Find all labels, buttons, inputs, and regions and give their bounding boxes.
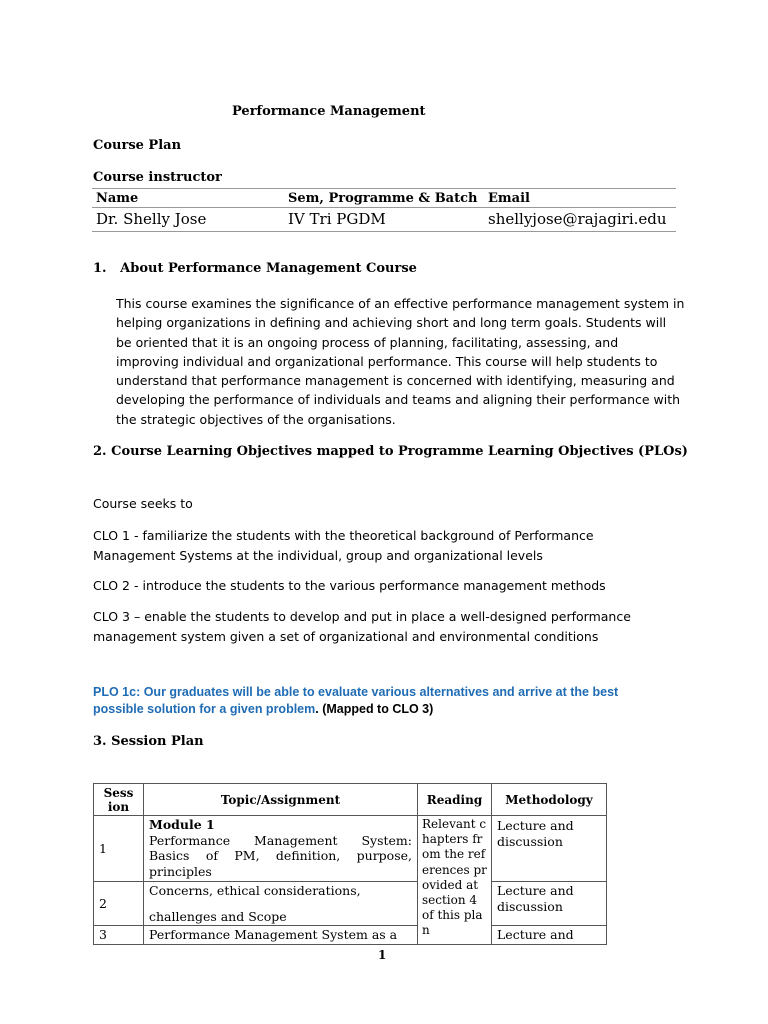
header-session-text: Session <box>103 785 134 814</box>
plo-statement <box>93 684 653 718</box>
instructor-header-programme: Sem, Programme & Batch <box>284 189 484 208</box>
paragraph-line: This course examines the significance of an effective performance management system in <box>116 296 685 311</box>
header-reading: Reading <box>418 784 492 816</box>
instructor-row <box>92 208 676 232</box>
header-session <box>94 784 144 816</box>
clo-3 <box>93 607 693 646</box>
reading-text: Relevant chapters from the references provided at section 4 of this plan <box>422 817 487 938</box>
session-methodology: Lecture and <box>492 926 607 945</box>
instructor-table <box>92 188 676 232</box>
section-1-paragraph <box>116 294 696 429</box>
plo-mapping: . (Mapped to CLO 3) <box>315 702 434 716</box>
session-topic <box>144 816 418 882</box>
session-topic: Performance Management System as a <box>144 926 418 945</box>
table-row <box>94 926 607 945</box>
session-topic <box>144 882 418 926</box>
instructor-name: Dr. Shelly Jose <box>92 208 284 232</box>
session-methodology: Lecture and discussion <box>492 882 607 926</box>
clo-2-line: CLO 2 - introduce the students to the various performance management methods <box>93 578 606 593</box>
paragraph-line: helping organizations in defining and achieving short and long term goals. Students will <box>116 315 667 331</box>
table-row <box>94 882 607 926</box>
session-plan-table <box>93 783 607 945</box>
header-methodology: Methodology <box>492 784 607 816</box>
clo-2 <box>93 576 693 596</box>
clo-3-line: CLO 3 – enable the students to develop and put in place a well-designed performance <box>93 609 631 624</box>
paragraph-line: developing the performance of individuals and teams and aligning their performance with <box>116 392 681 408</box>
session-number: 3 <box>94 926 144 945</box>
instructor-email: shellyjose@rajagiri.edu <box>484 208 676 232</box>
document-title: Performance Management <box>232 104 426 119</box>
topic-text: Performance Management System: Basics of PM, definition, purpose, principles <box>149 832 412 879</box>
clo-1-line: CLO 1 - familiarize the students with the theoretical background of Performance <box>93 528 594 543</box>
course-plan-heading: Course Plan <box>93 138 182 153</box>
paragraph-line: understand that performance management is concerned with identifying, measuring and <box>116 373 675 389</box>
session-reading <box>418 816 492 945</box>
table-row <box>94 816 607 882</box>
instructor-programme: IV Tri PGDM <box>284 208 484 232</box>
paragraph-line: the strategic objectives of the organisations. <box>116 411 396 427</box>
instructor-header-email: Email <box>484 189 676 208</box>
clo-1-line: Management Systems at the individual, group and organizational levels <box>93 547 543 563</box>
session-number: 2 <box>94 882 144 926</box>
section-1-heading: 1. About Performance Management Course <box>93 261 417 276</box>
course-seeks-intro: Course seeks to <box>93 496 193 511</box>
session-number: 1 <box>94 816 144 882</box>
paragraph-line: improving individual and organizational performance. This course will help students to <box>116 353 658 369</box>
section-3-heading: 3. Session Plan <box>93 734 204 749</box>
section-2-heading: 2. Course Learning Objectives mapped to Programme Learning Objectives (PLOs) <box>93 444 688 459</box>
instructor-heading: Course instructor <box>93 170 222 185</box>
topic-line: challenges and Scope <box>149 908 287 924</box>
header-topic: Topic/Assignment <box>144 784 418 816</box>
page-number: 1 <box>378 948 387 962</box>
plo-text: PLO 1c: Our graduates will be able to evaluate various alternatives and arrive at the best possible solution for a given problem <box>93 685 619 716</box>
module-label: Module 1 <box>149 817 215 832</box>
clo-3-line: management system given a set of organizational and environmental conditions <box>93 628 599 644</box>
topic-line: Concerns, ethical considerations, <box>149 883 361 898</box>
clo-1 <box>93 526 693 565</box>
paragraph-line: be oriented that it is an ongoing process of planning, facilitating, assessing, and <box>116 334 619 350</box>
session-methodology: Lecture and discussion <box>492 816 607 882</box>
instructor-header-name: Name <box>92 189 284 208</box>
